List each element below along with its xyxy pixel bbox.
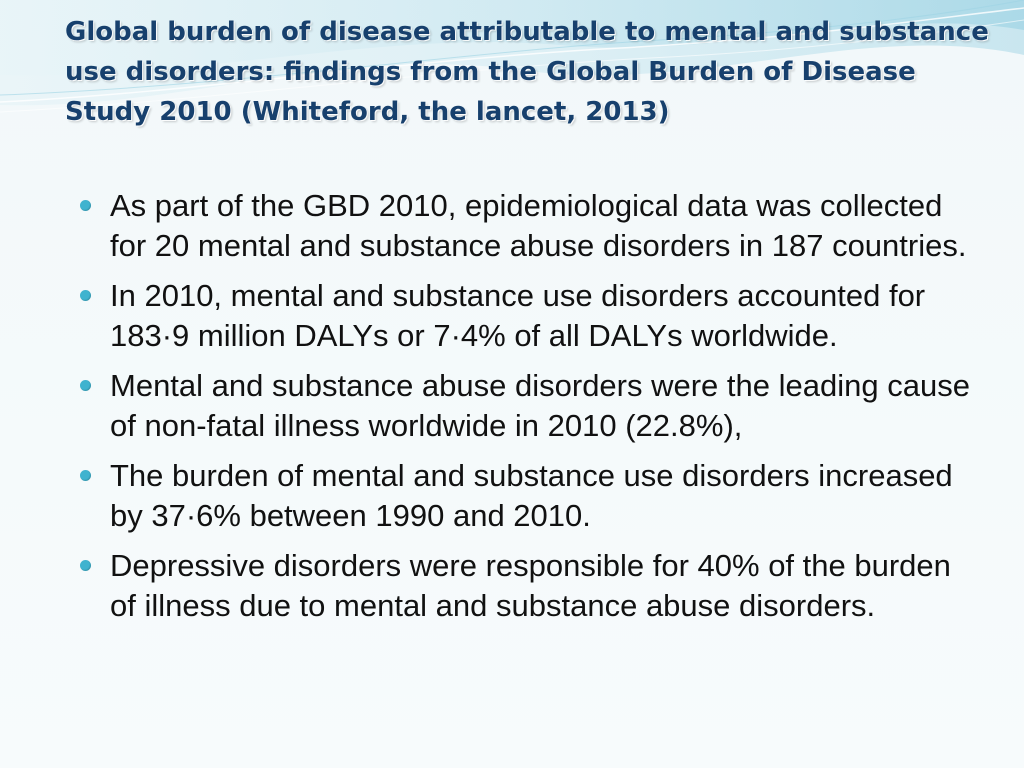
- slide-title: [65, 12, 995, 132]
- bullet-marker-icon: [80, 290, 91, 301]
- bullet-item: [80, 186, 980, 266]
- title-main: Global burden of disease attributable to mental and substance use disorders: findings from the Global Burden of Disease Study 2010: [65, 17, 989, 127]
- bullet-item: [80, 546, 980, 626]
- bullet-marker-icon: [80, 470, 91, 481]
- bullet-text: In 2010, mental and substance use disorders accounted for 183·9 million DALYs or 7·4% of all DALYs worldwide.: [110, 278, 926, 353]
- bullet-marker-icon: [80, 560, 91, 571]
- bullet-list: [80, 186, 980, 636]
- bullet-text: The burden of mental and substance use disorders increased by 37·6% between 1990 and 2010.: [110, 458, 953, 533]
- bullet-text: Mental and substance abuse disorders were the leading cause of non-fatal illness worldwide in 2010 (22.8%),: [110, 368, 970, 443]
- bullet-text: As part of the GBD 2010, epidemiological data was collected for 20 mental and substance abuse disorders in 187 countries.: [110, 188, 967, 263]
- bullet-marker-icon: [80, 200, 91, 211]
- bullet-item: [80, 366, 980, 446]
- bullet-item: [80, 276, 980, 356]
- title-citation: (Whiteford, the lancet, 2013): [240, 97, 670, 127]
- bullet-item: [80, 456, 980, 536]
- bullet-text: Depressive disorders were responsible for 40% of the burden of illness due to mental and substance abuse disorders.: [110, 548, 951, 623]
- bullet-marker-icon: [80, 380, 91, 391]
